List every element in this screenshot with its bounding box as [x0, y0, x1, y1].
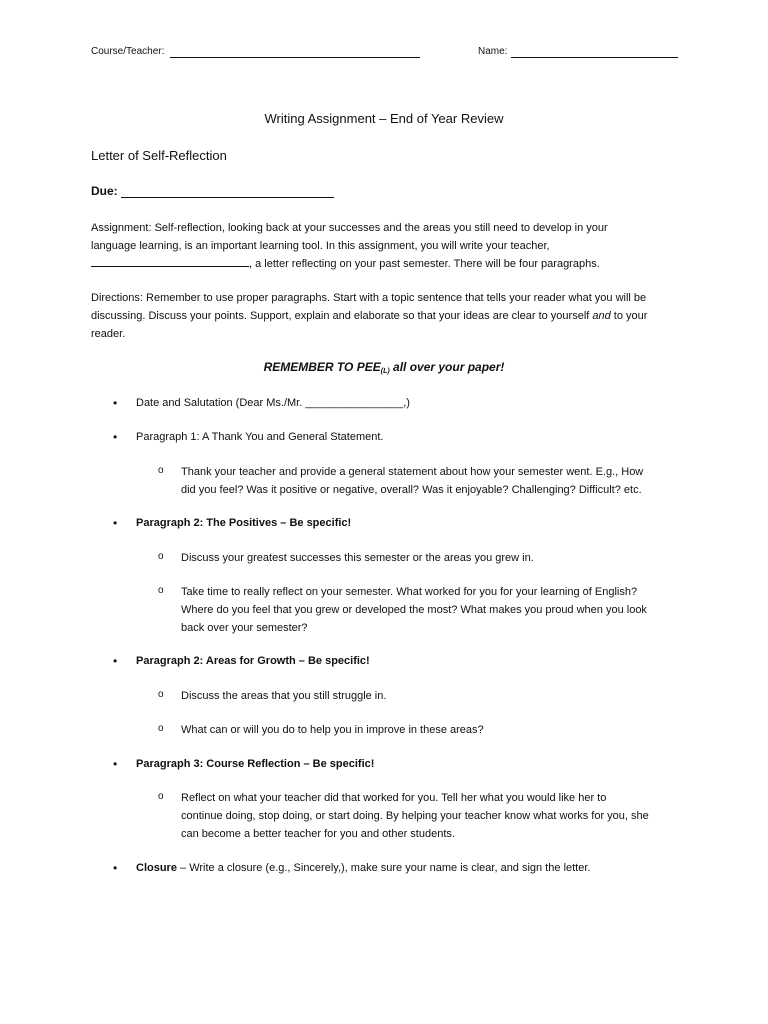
bullet-icon: •: [113, 516, 118, 530]
paragraph-1-detail-line-2: did you feel? Was it positive or negative, overall? Was it enjoyable? Challenging? Difficult? etc.: [181, 484, 642, 496]
sub-bullet-icon: o: [158, 465, 164, 476]
assignment-paragraph: [91, 219, 691, 273]
growth-detail-2: [181, 721, 691, 739]
directions-paragraph: [91, 289, 691, 343]
remember-text-a: REMEMBER TO PEE: [263, 360, 381, 374]
closure-item: [136, 862, 590, 874]
assignment-line-1: Assignment: Self-reflection, looking back at your successes and the areas you still need to develop in your: [91, 222, 608, 234]
sub-bullet-icon: o: [158, 689, 164, 700]
directions-line-3: reader.: [91, 328, 126, 340]
date-salutation-text: Date and Salutation (Dear Ms./Mr.: [136, 397, 306, 409]
remember-text-b: all over your paper!: [389, 360, 505, 374]
positives-detail-1: [181, 549, 691, 567]
directions-line-2-italic: and: [592, 310, 611, 322]
closure-label: Closure: [136, 862, 177, 874]
date-salutation-item: [136, 397, 410, 409]
due-label: Due:: [91, 184, 118, 198]
paragraph-2-positives-heading: Paragraph 2: The Positives – Be specific!: [136, 517, 352, 529]
positives-detail-1-line-1: Discuss your greatest successes this semester or the areas you grew in.: [181, 552, 534, 564]
assignment-line-3-text: , a letter reflecting on your past semester. There will be four paragraphs.: [249, 258, 600, 270]
sub-bullet-icon: o: [158, 791, 164, 802]
paragraph-2-growth-heading: Paragraph 2: Areas for Growth – Be specific!: [136, 655, 370, 667]
page-title: Writing Assignment – End of Year Review: [264, 111, 504, 126]
growth-detail-1: [181, 687, 691, 705]
assignment-line-2: language learning, is an important learning tool. In this assignment, you will write your teacher,: [91, 240, 550, 252]
bullet-icon: •: [113, 396, 118, 410]
directions-line-2: [91, 307, 691, 325]
course-teacher-blank: [170, 57, 420, 58]
positives-detail-2-line-3: back over your semester?: [181, 622, 308, 634]
sub-bullet-icon: o: [158, 723, 164, 734]
paragraph-1-heading: Paragraph 1: A Thank You and General Statement.: [136, 431, 384, 443]
positives-detail-2: [181, 583, 691, 637]
teacher-name-blank: [91, 257, 249, 267]
salutation-blank: ________________: [305, 397, 404, 409]
bullet-icon: •: [113, 430, 118, 444]
directions-line-1: Directions: Remember to use proper paragraphs. Start with a topic sentence that tells your reader what you will be: [91, 292, 647, 304]
directions-line-2-b: to your: [610, 310, 648, 322]
paragraph-1-detail-line-1: Thank your teacher and provide a general statement about how your semester went. E.g., How: [181, 466, 644, 478]
paragraph-3-heading: Paragraph 3: Course Reflection – Be specific!: [136, 758, 375, 770]
name-label: Name:: [478, 46, 508, 57]
directions-line-2-a: discussing. Discuss your points. Support, explain and elaborate so that your ideas are clear to yourself: [91, 310, 593, 322]
sub-bullet-icon: o: [158, 585, 164, 596]
date-salutation-end: ,): [403, 397, 410, 409]
assignment-line-3: [91, 255, 691, 273]
course-reflection-line-1: Reflect on what your teacher did that worked for you. Tell her what you would like her to: [181, 792, 607, 804]
bullet-icon: •: [113, 757, 118, 771]
due-blank: [121, 197, 334, 198]
remember-subscript: (L): [380, 368, 390, 375]
growth-detail-2-line-1: What can or will you do to help you in improve in these areas?: [181, 724, 484, 736]
sub-bullet-icon: o: [158, 551, 164, 562]
remember-pee-line: [0, 360, 768, 375]
name-blank: [511, 57, 678, 58]
letter-subtitle: Letter of Self-Reflection: [91, 148, 227, 163]
bullet-icon: •: [113, 861, 118, 875]
course-reflection-line-3: can become a better teacher for you and other students.: [181, 828, 455, 840]
course-teacher-label: Course/Teacher:: [91, 46, 165, 57]
bullet-icon: •: [113, 654, 118, 668]
positives-detail-2-line-1: Take time to really reflect on your semester. What worked for you for your learning of English?: [181, 586, 638, 598]
paragraph-1-detail: [181, 463, 691, 499]
growth-detail-1-line-1: Discuss the areas that you still struggle in.: [181, 690, 387, 702]
course-reflection-line-2: continue doing, stop doing, or start doing. By helping your teacher know what works for you, she: [181, 810, 649, 822]
closure-text: – Write a closure (e.g., Sincerely,), make sure your name is clear, and sign the letter.: [176, 862, 591, 874]
course-reflection-detail: [181, 789, 691, 843]
positives-detail-2-line-2: Where do you feel that you grew or developed the most? What makes you proud when you look: [181, 604, 647, 616]
